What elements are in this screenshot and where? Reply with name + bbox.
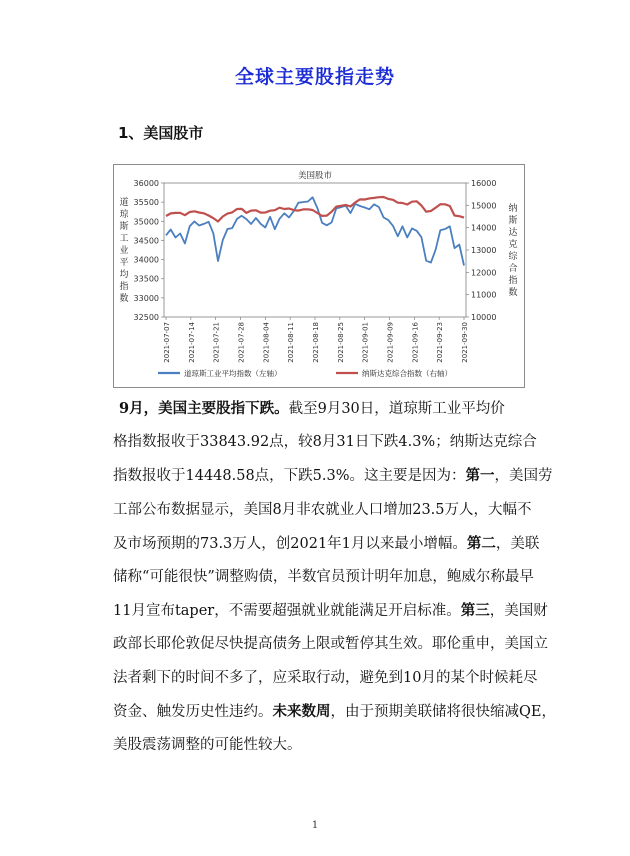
- right-tick-label: 15000: [471, 201, 497, 211]
- x-tick-label: 2021-08-25: [336, 322, 345, 363]
- x-tick-label: 2021-07-14: [187, 322, 196, 363]
- right-axis-label-char: 克: [508, 240, 518, 250]
- left-tick-label: 32500: [133, 313, 159, 322]
- body-text: 政部长耶伦敦促尽快提高债务上限或暂停其生效。耶伦重申，美国立: [113, 636, 548, 653]
- x-tick-label: 2021-07-28: [237, 322, 246, 363]
- body-text: 工部公布数据显示，美国8月非农就业人口增加23.5万人，大幅不: [113, 501, 532, 518]
- left-axis-label-char: 数: [119, 294, 129, 304]
- body-text: ，美国劳: [494, 468, 553, 485]
- right-axis-label: [508, 202, 518, 298]
- right-axis-label-char: 合: [508, 264, 518, 274]
- left-axis-label-char: 道: [119, 198, 129, 208]
- page-number: 1: [311, 820, 319, 831]
- right-axis-label-char: 数: [508, 288, 518, 298]
- paragraph-line: [113, 729, 531, 762]
- body-text: 指数报收于14448.58点，下跌5.3%。这主要是因为：: [113, 468, 466, 485]
- body-text: 格指数报收于33843.92点，较8月31日下跌4.3%；纳斯达克综合: [113, 434, 537, 451]
- document-title: 全球主要股指走势: [234, 66, 395, 88]
- paragraph-line: [113, 594, 548, 628]
- right-tick-label: 12000: [471, 268, 497, 278]
- left-tick-label: 34000: [133, 255, 159, 265]
- bold-text: 第三: [460, 602, 490, 620]
- body-text: 11月宣布taper，不需要超强就业就能满足开启标准。: [113, 603, 461, 620]
- paragraph-line: [113, 662, 538, 695]
- paragraph-line: [113, 695, 556, 729]
- x-tick-label: 2021-09-01: [361, 322, 370, 363]
- right-axis-label-char: 斯: [508, 216, 518, 226]
- right-axis-label-char: 指: [508, 276, 518, 286]
- chart-canvas: [114, 165, 524, 387]
- analysis-paragraph: [113, 392, 556, 762]
- body-text: ，由于预期美联储将很快缩减QE，: [330, 703, 556, 720]
- body-text: 截至9月30日，道琼斯工业平均价: [288, 401, 505, 417]
- left-axis-label-char: 平: [119, 258, 129, 268]
- left-axis-label-char: 斯: [119, 222, 129, 232]
- left-tick-label: 35500: [133, 198, 159, 208]
- left-tick-label: 35000: [133, 217, 159, 227]
- x-tick-label: 2021-09-30: [461, 322, 469, 363]
- chart-title: 美国股市: [297, 171, 333, 181]
- paragraph-line: [113, 459, 553, 493]
- left-axis-label-char: 琼: [119, 210, 129, 220]
- body-text: 法者剩下的时间不多了，应采取行动，避免到10月的某个时候耗尽: [113, 669, 538, 686]
- x-tick-label: 2021-08-11: [287, 322, 296, 363]
- body-text: 美股震荡调整的可能性较大。: [113, 737, 302, 754]
- bold-text: 第二: [466, 534, 496, 552]
- x-tick-label: 2021-09-16: [411, 322, 420, 363]
- right-tick-label: 16000: [471, 179, 497, 188]
- body-text: 储称“可能很快”调整购债，半数官员预计明年加息，鲍威尔称最早: [113, 569, 534, 586]
- left-axis-label-char: 均: [119, 270, 129, 280]
- body-text: 资金、触发历史性违约。: [113, 703, 273, 720]
- right-axis-label-char: 综: [508, 252, 518, 262]
- section-heading: 1、美国股市: [118, 124, 204, 142]
- left-axis-label-char: 工: [119, 234, 129, 244]
- left-axis-label-char: 业: [119, 246, 129, 256]
- right-tick-label: 14000: [471, 223, 497, 233]
- right-tick-label: 11000: [471, 290, 497, 300]
- paragraph-line: [113, 628, 548, 661]
- x-tick-label: 2021-08-18: [312, 322, 320, 363]
- left-tick-label: 36000: [133, 179, 159, 188]
- right-tick-label: 13000: [471, 246, 497, 255]
- body-text: 及市场预期的73.3万人，创2021年1月以来最小增幅。: [113, 535, 467, 552]
- left-tick-label: 34500: [133, 236, 159, 246]
- left-tick-label: 33500: [133, 274, 159, 284]
- x-tick-label: 2021-08-04: [262, 322, 271, 363]
- paragraph-line: [113, 527, 540, 561]
- series-line-dow-jones: [166, 197, 464, 265]
- legend-label: 道琼斯工业平均指数（左轴）: [184, 369, 282, 378]
- right-axis-label-char: 达: [508, 228, 518, 238]
- left-axis-label-char: 指: [119, 282, 129, 292]
- bold-text: 未来数周: [272, 702, 331, 720]
- left-tick-label: 33000: [133, 293, 159, 303]
- bold-text: 第一: [465, 467, 495, 485]
- body-text: ，美国财: [489, 603, 548, 620]
- paragraph-line: [113, 426, 537, 459]
- us-stock-chart: [113, 164, 525, 388]
- paragraph-line: [113, 392, 531, 426]
- paragraph-line: [113, 561, 534, 594]
- right-tick-label: 10000: [471, 313, 497, 322]
- legend-label: 纳斯达克综合指数（右轴）: [362, 369, 452, 378]
- x-tick-label: 2021-09-09: [386, 322, 395, 363]
- x-tick-label: 2021-07-21: [212, 322, 221, 363]
- paragraph-line: [113, 494, 531, 527]
- body-text: ，美联: [495, 535, 540, 552]
- x-tick-label: 2021-09-23: [436, 322, 445, 363]
- right-axis-label-char: 纳: [508, 204, 518, 214]
- bold-text: 9月，美国主要股指下跌。: [119, 400, 289, 417]
- x-tick-label: 2021-07-07: [163, 322, 171, 363]
- left-axis-label: [119, 196, 129, 304]
